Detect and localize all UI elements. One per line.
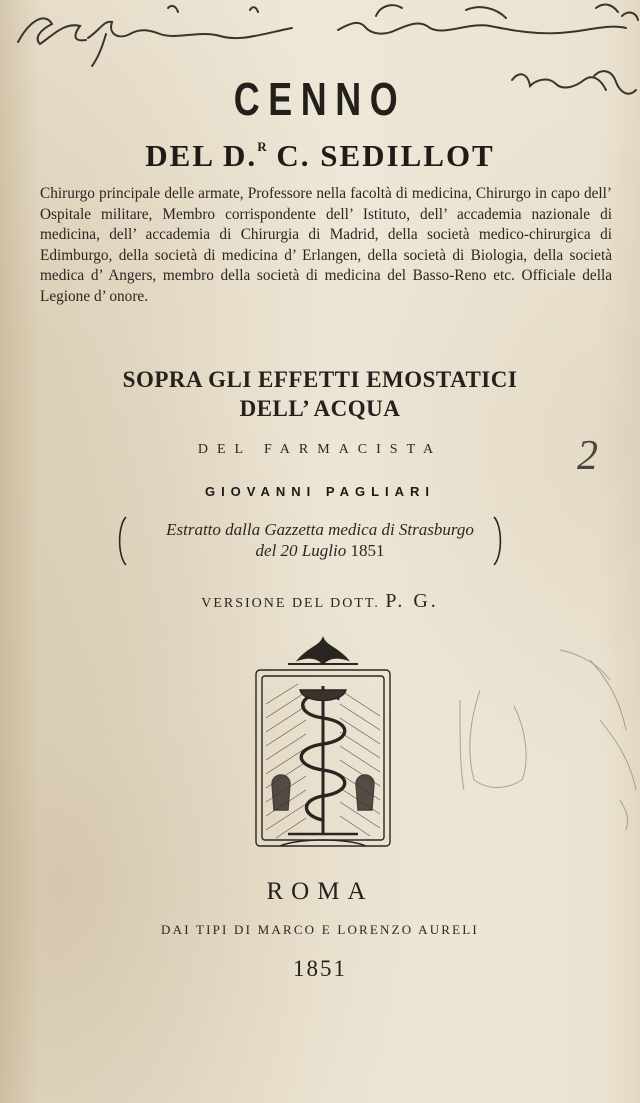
extract-line-1: Estratto dalla Gazzetta medica di Strasburgo bbox=[166, 520, 474, 539]
translator-initials: P. G. bbox=[385, 590, 439, 612]
subtitle-line-1: SOPRA GLI EFFETTI EMOSTATICI bbox=[122, 367, 518, 392]
subtitle-line-2: DELL’ ACQUA bbox=[239, 396, 401, 421]
pharmacist-name: GIOVANNI PAGLIARI bbox=[204, 484, 436, 499]
imprint-year: 1851 bbox=[293, 956, 347, 981]
translation-line bbox=[0, 590, 640, 613]
title-cenno: CENNO bbox=[233, 73, 407, 125]
author-biography: Chirurgo principale delle armate, Professore nella facoltà di medicina, Chirurgo in capo dell’ Ospitale militare, Membro corrispondente dell’ Istituto, dell’ accademia nazionale di medicina, dell’ accademia di Chirurgia di Madrid, della società medico-chirurgica di Edimburgo, della società di medicina d’ Erlangen, della società di Biologia, della società medica d’ Angers, membro della società di medicina del Basso-Reno etc. Officiale della Legione d’ onore. bbox=[40, 185, 612, 305]
by-line: DEL FARMACISTA bbox=[197, 442, 443, 457]
imprint-city: ROMA bbox=[266, 878, 374, 905]
author-superscript: R bbox=[257, 139, 267, 154]
extract-line-2 bbox=[0, 541, 640, 561]
author-line bbox=[0, 138, 640, 174]
printers-emblem-icon bbox=[228, 634, 418, 862]
author-prefix: DEL D. bbox=[145, 138, 258, 173]
extract-date-year: 1851 bbox=[350, 541, 385, 560]
extract-date-month: Luglio bbox=[301, 541, 347, 560]
translation-prefix: VERSIONE DEL DOTT. bbox=[201, 596, 380, 611]
imprint-printer: DAI TIPI DI MARCO E LORENZO AURELI bbox=[161, 922, 479, 937]
extract-date-prefix: del 20 bbox=[255, 541, 298, 560]
author-name: C. SEDILLOT bbox=[276, 138, 495, 173]
pencil-sketch bbox=[440, 640, 640, 840]
handwritten-number: 2 bbox=[577, 433, 598, 479]
